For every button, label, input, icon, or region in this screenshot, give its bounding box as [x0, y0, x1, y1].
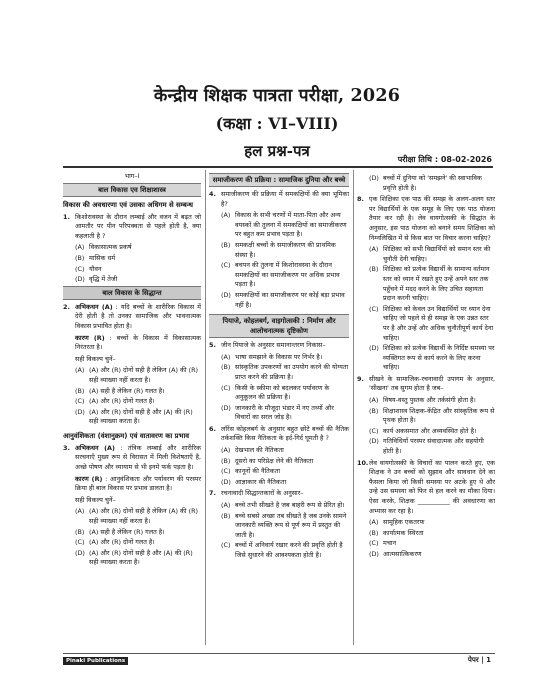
section-heading: समाजीकरण की प्रक्रिया : सामाजिक दुनिया और बच्चे — [209, 173, 349, 187]
option-label: (A) — [369, 396, 379, 405]
option-label: (B) — [221, 240, 231, 249]
option-label: (D) — [75, 407, 85, 416]
question-number: 8. — [357, 195, 364, 204]
option — [369, 396, 495, 406]
option-label: (C) — [369, 426, 379, 435]
option — [369, 344, 495, 373]
question-number: 6. — [209, 424, 216, 433]
column-1 — [63, 172, 201, 569]
exam-title: केन्द्रीय शिक्षक पात्रता परीक्षा, 2026 — [153, 86, 401, 106]
option — [369, 437, 495, 456]
option-text: भाषा समझाने के विकास पर निर्भर है। — [235, 352, 323, 361]
option-label: (C) — [75, 538, 85, 547]
option-text: (A) और (R) दोनों गलत है। — [89, 397, 155, 406]
option-text: बच्चे सबसे अच्छा तब सीखते है जब उनके सामने जानकारी व्यक्ति रूप से पूर्ण रूप में प्रस्तुत की जाती है। — [235, 511, 347, 539]
option-label: (C) — [221, 467, 231, 476]
option — [369, 305, 495, 343]
option-text: शिक्षिका को प्रत्येक विद्यार्थी के निर्दिष्ट समस्या पर व्यक्तिगत रूप से कार्य करने के लिए करना चाहिए। — [383, 344, 495, 372]
exam-date: परीक्षा तिथि : 08-02-2026 — [397, 155, 492, 164]
option — [75, 265, 201, 275]
option — [369, 174, 495, 193]
option-text: यौवन — [89, 264, 102, 273]
question-number: 5. — [209, 341, 216, 350]
question-10 — [357, 459, 495, 517]
question-text: समाजीकरण की प्रक्रिया में समकक्षियों की क्या भूमिका है? — [221, 190, 349, 208]
option — [75, 507, 201, 526]
option-label: (D) — [221, 290, 231, 299]
question-1 — [63, 213, 201, 242]
question-4 — [209, 190, 349, 209]
column-divider — [205, 170, 206, 645]
reason-text: कारण (R) : आनुवंशिकता और पर्यावरण की परस्पर क्रिया ही बाल विकास पर प्रभाव डालता है। — [75, 474, 201, 493]
question-text: अभिकथन (A) : यदि बच्चों के शारीरिक विकास में देरी होती है तो उनका सामाजिक और भावनात्मक विकास प्रभावित होता है। — [75, 302, 201, 330]
question-6 — [209, 425, 349, 444]
option-label: (D) — [369, 437, 379, 446]
option-label: (D) — [221, 403, 231, 412]
option-text: विकासात्मक प्रकर्ष — [89, 243, 132, 252]
option-label: (B) — [75, 253, 85, 262]
sub-heading: आनुवंशिकता (वंशानुक्रम) एवं वातावरण का प्रभाव — [63, 431, 190, 440]
instruction-text: सही विकल्प चुनें– — [75, 354, 116, 363]
option-text: सांस्कृतिक उपकरणों का उपयोग करने की योग्यता प्राप्त करने की प्रक्रिया है। — [235, 363, 349, 381]
question-number: 9. — [357, 374, 364, 383]
option-label: (A) — [75, 507, 85, 516]
sub-heading-bar: बाल विकास के सिद्धान्त — [63, 286, 201, 300]
option-label: (C) — [221, 383, 231, 392]
question-text: रचनावादी सिद्धान्तकारों के अनुसार– — [221, 489, 304, 498]
option-label: (D) — [369, 174, 379, 182]
column-3 — [357, 172, 495, 561]
option-label: (D) — [369, 549, 379, 558]
question-number: 7. — [209, 489, 216, 498]
question-text: अभिकथन (A) : तंत्रिक लम्बाई और शारीरिक सरचनाएँ मुख्य रूप से विरासत में मिली विशेषताएँ है, अच्छे पोषण और व्यायाम से भी इनमे फर्क पड़ता है। — [75, 443, 201, 472]
option — [369, 245, 495, 264]
option-text: बच्चे तभी सीखते है जब बाहरी रूप से प्रेरित हो। — [235, 501, 345, 510]
option — [369, 539, 495, 549]
option-label: (D) — [75, 548, 85, 557]
option-label: (D) — [75, 275, 85, 284]
option-label: (C) — [221, 261, 231, 270]
option — [75, 528, 201, 538]
option — [75, 254, 201, 264]
option-label: (A) — [369, 245, 379, 254]
option-text: शिक्षिका को केवल उन विद्यार्थियों पर ध्यान देना चाहिए जो पहले से ही समझ के एक उन्नत स्तर पर है और उन्हें और अधिक चुनौतीपूर्ण कार्य देना चाहिए। — [383, 304, 494, 342]
option — [221, 512, 349, 541]
option-text: मचान — [383, 539, 397, 548]
option — [221, 211, 349, 240]
option — [221, 404, 349, 423]
option-text: विकास के सभी चरणों में माता-पिता और अन्य वयस्कों की तुलना में समकक्षियों का समाजीकरण पर बहुत कम प्रभाव पड़ता है। — [235, 211, 347, 239]
section-heading: पियाजे, कोहलबर्ग, वाइगोत्सकी : निर्माण और आलोचनात्मक दृष्टिकोण — [209, 314, 349, 338]
question-text: किशोरावस्था के दौरान लम्बाई और वजन में बढ़त जो आमतौर पर पीन परिपक्वता से पहले होती है, क्या कहलाती है ? — [75, 212, 201, 240]
footer-rule — [63, 653, 495, 654]
question-5 — [209, 341, 349, 351]
option-label: (C) — [221, 541, 231, 550]
option — [75, 549, 201, 568]
option — [75, 538, 201, 548]
option — [75, 275, 201, 285]
paper-subtitle: हल प्रश्न-पत्र — [244, 142, 310, 160]
column-divider — [353, 170, 354, 645]
option-label: (B) — [221, 511, 231, 520]
header-rule — [63, 166, 493, 168]
part-label: भाग–I — [124, 172, 140, 180]
question-2 — [63, 303, 201, 332]
option — [369, 427, 495, 437]
option-label: (A) — [221, 446, 231, 455]
option — [221, 478, 349, 488]
option — [221, 501, 349, 511]
question-9 — [357, 375, 495, 394]
option — [75, 366, 201, 385]
instruction-text: सही विकल्प चुनें– — [75, 495, 116, 504]
reason-text: कारण (R) : बच्चों के विकास में विकासात्मक निरंतरता है। — [75, 333, 201, 352]
option-text: आज्ञाकार की नैतिकता — [235, 477, 287, 486]
option — [221, 384, 349, 403]
page-number: पेपर | 1 — [467, 656, 491, 664]
class-label: (कक्षा : VI–VIII) — [215, 114, 339, 133]
option-label: (A) — [221, 352, 231, 361]
column-2 — [209, 172, 349, 562]
option-text: समकक्षियों का समाजीकरण पर कोई बड़ा प्रभाव नहीं है। — [235, 290, 345, 309]
option — [221, 363, 349, 382]
question-number: 2. — [63, 302, 70, 311]
option-label: (A) — [75, 366, 85, 375]
option-text: समकक्षी बच्चों के समाजीकरण की प्राथमिक संस्था है। — [235, 240, 336, 259]
option-text: (A) और (R) दोनों गलत है। — [89, 538, 155, 547]
question-number: 1. — [63, 212, 70, 221]
option — [221, 291, 349, 310]
question-number: 4. — [209, 190, 216, 198]
question-text: लेव वायगोत्सकी के विचारों का पालन करते हुए, एक शिक्षक ने उन बच्चों को सुझाव और सावधान देने का फैसला किया जो किसी समस्या पर अटके हुए थे और उन्हे उस समस्या को फिर से हल करने का मौका दिया। ऐसा करके, शिक्षक __________ की अवधारणा का अभ्यास कर रहा है। — [369, 458, 495, 515]
question-8 — [357, 195, 495, 243]
option — [75, 408, 201, 427]
option-text: (A) सही है लेकिन (R) गलत है। — [89, 386, 165, 395]
option-text: बच्चों में अनिवार्य रखार करने की प्रवृत्ति होती है जिसे सुधारने की आवश्यकता होती है। — [235, 541, 343, 559]
option-text: शिक्षाशास्त्र शिक्षक-केंद्रित और सांस्कृतिक रूप से पृथक होता है। — [383, 406, 495, 425]
option-text: कार्यात्मक स्थिरता — [383, 528, 424, 537]
option-text: कानूनों की नैतिकता — [235, 467, 280, 476]
sub-heading: विकास की अवधारणा एवं उसका अधिगम से सम्बन्ध — [63, 200, 193, 209]
option-label: (A) — [221, 501, 231, 510]
option-text: जानकारी के मौजूदा भंडार में नए तथ्यों और विचारों का सरल जोड़ है। — [235, 403, 334, 422]
option-label: (B) — [369, 406, 379, 415]
option — [369, 518, 495, 528]
question-text: जीन पियाजे के अनुसार समानान्तरण निकास– — [221, 341, 326, 350]
option — [221, 446, 349, 456]
option-text: दूसरो का परिप्रेक्ष लेने की नैतिकता — [235, 456, 314, 465]
option-text: देखभाल की नैतिकता — [235, 446, 284, 455]
option-text: बचपन की तुलना में किशोरावस्था के दौरान समकक्षियों का समाजीकरण पर अधिक प्रभाव पड़ता है। — [235, 261, 340, 289]
option-label: (B) — [75, 527, 85, 536]
option-label: (A) — [75, 243, 85, 252]
option-label: (B) — [221, 456, 231, 465]
option-text: कार्य अकसमात और अव्यवस्थित होते है। — [383, 426, 477, 435]
page-footer — [63, 653, 495, 667]
option-text: मासिक धर्म — [89, 253, 116, 262]
option-label: (C) — [369, 539, 379, 548]
question-number: 3. — [63, 443, 70, 452]
option-label: (D) — [221, 477, 231, 486]
option-text: शिक्षिका को सभी विद्यार्थियों को समान स्तर की चुनौती देनी चाहिए। — [383, 245, 491, 263]
question-3 — [63, 444, 201, 473]
option — [369, 407, 495, 426]
option — [221, 261, 349, 290]
option — [221, 467, 349, 477]
header — [0, 83, 554, 161]
option-label: (C) — [369, 304, 379, 313]
option-text: (A) और (R) दोनों सही है और (A) की (R) सही व्याख्या करता है। — [89, 407, 193, 426]
option — [369, 265, 495, 303]
option-label: (B) — [369, 265, 379, 274]
option-text: (A) और (R) दोनों सही है लेकिन (A) की (R) सही व्याख्या नहीं करता है। — [89, 366, 199, 384]
option-label: (A) — [221, 211, 231, 220]
option-text: किसी के स्कीमा को बदलकर पर्यावरण के अनुकूलन की प्रक्रिया है। — [235, 383, 330, 402]
option — [221, 541, 349, 560]
option — [75, 397, 201, 407]
option-label: (C) — [75, 397, 85, 406]
option — [221, 457, 349, 467]
option-text: सामूहिक एकतरफ — [383, 518, 425, 527]
option — [221, 353, 349, 363]
option-text: बच्चों में दुनिया को 'समझने' की स्वाभाविक प्रवृत्ति होती है। — [383, 174, 482, 192]
section-heading: बाल विकास एव शिक्षाशास्त्र — [63, 183, 201, 197]
option-label: (D) — [369, 344, 379, 353]
option-text: आत्मसात्किकरण — [383, 549, 422, 558]
option-label: (B) — [221, 363, 231, 372]
option — [221, 241, 349, 260]
publisher-logo: Pinaki Publications — [63, 657, 128, 665]
option-text: (A) सही है लेकिन (R) गलत है। — [89, 527, 165, 536]
option — [75, 243, 201, 253]
option — [369, 529, 495, 539]
question-text: लॉरेंस कोहलबर्ग के अनुसार बहुत छोटे बच्चों की नैतिक तर्कशक्ति किस नैतिकता के इर्द-गिर्द घूमती है ? — [221, 424, 349, 443]
option-text: (A) और (R) दोनों सही है और (A) की (R) सही व्याख्या करता है। — [89, 548, 193, 567]
option-text: शिक्षिका को प्रत्येक विद्यार्थी के सामान्य वर्तमान स्तर को ध्यान में रखते हुए उन्हें अपने स्तर तक पहुँचने में मदद करने के लिए उचित सहायता प्रदान करनी चाहिए। — [383, 265, 490, 303]
option-label: (B) — [369, 528, 379, 537]
option-text: गतिविधियाँ परस्पर संवादात्मक और सहयोगी होती है। — [383, 437, 484, 456]
question-text: एक शिक्षिका एक पाठ की समझ के अलग-अलग स्तर पर विद्यार्थियों के एक समूह के लिए एक पाठ योजना तैयार कर रही है। लेव वायगोत्सकी के सिद्धांत के अनुसार, इस पाठ योजना को बनाने समय शिक्षिका को निम्नलिखित में से किस बात पर विचार करना चाहिए? — [369, 195, 495, 242]
question-number: 10. — [357, 458, 369, 467]
option-text: (A) और (R) दोनों सही है लेकिन (A) की (R) सही व्याख्या नहीं करता है। — [89, 507, 199, 526]
question-7 — [209, 489, 349, 499]
option-label: (B) — [75, 386, 85, 395]
option — [75, 387, 201, 397]
option-text: विषय-वस्तु पुस्तक और तर्कसंगी होता है। — [383, 396, 476, 405]
option-label: (A) — [369, 518, 379, 527]
option — [369, 550, 495, 560]
question-text: सीखने के सामाजिक-रचनावादी उपागम के अनुसार, 'सीखना' तब सुगम होता है जब– — [369, 374, 495, 393]
option-text: वृद्धि में तेजी — [89, 275, 118, 284]
option-label: (C) — [75, 264, 85, 273]
